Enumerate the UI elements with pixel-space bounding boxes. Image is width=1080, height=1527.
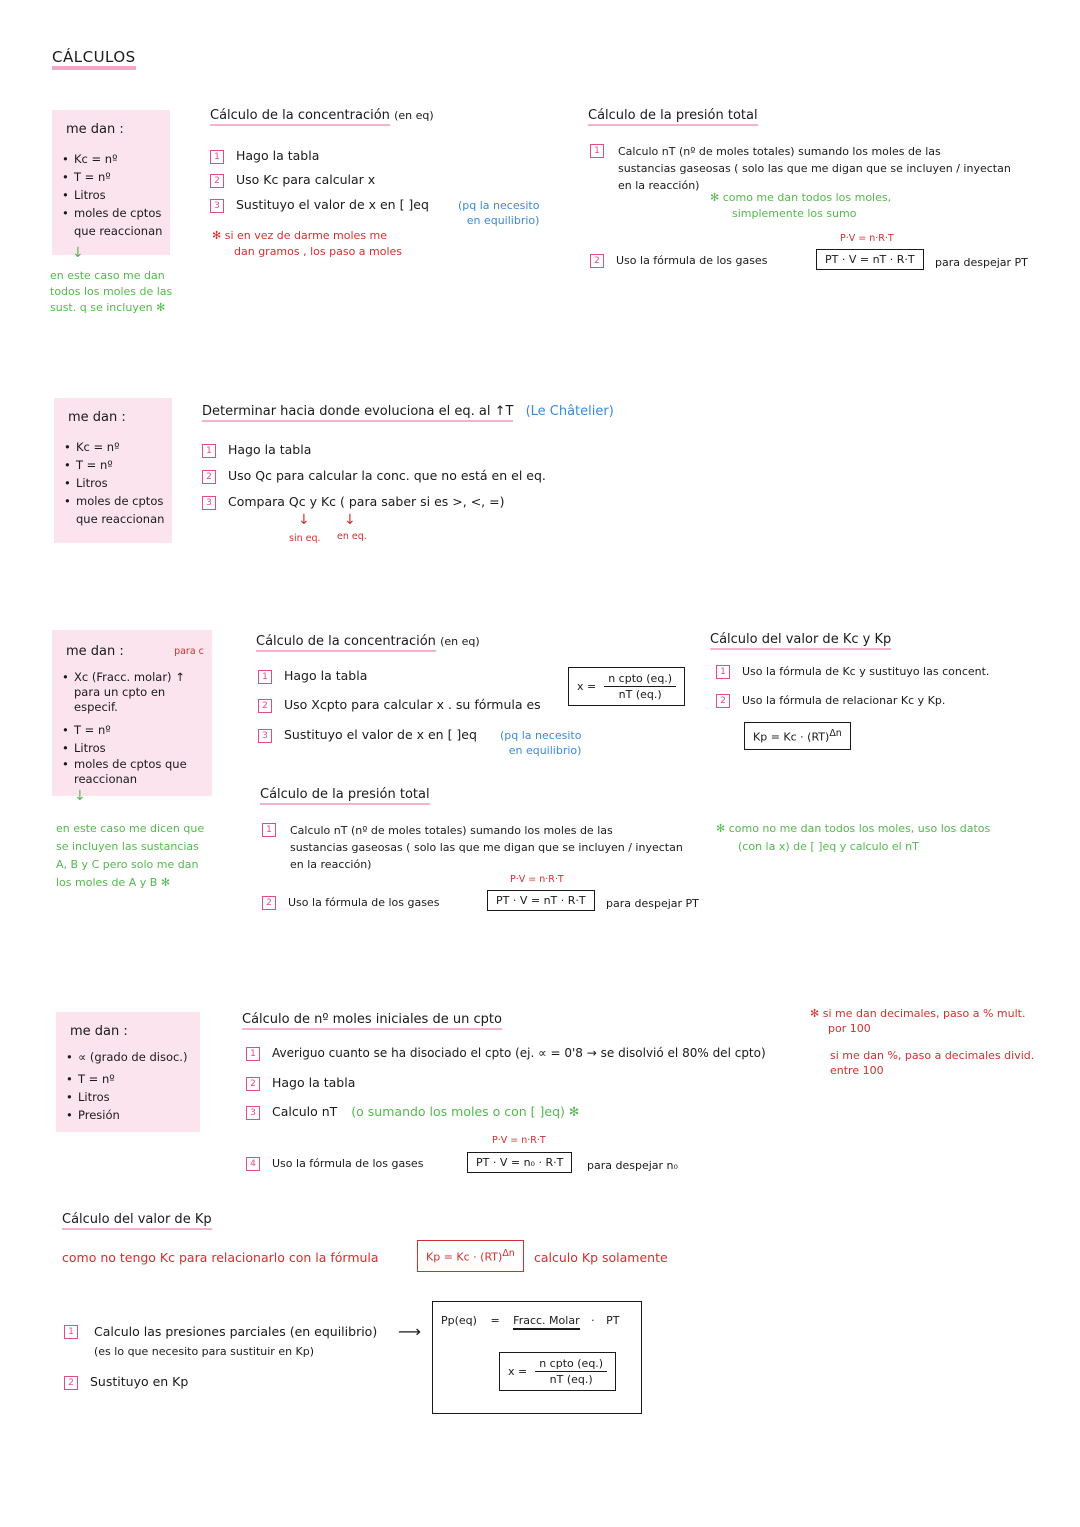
given-list	[66, 1048, 206, 1124]
arrow-down-icon: ↓	[74, 788, 86, 804]
title-text: Cálculo de la concentración	[210, 108, 390, 126]
step-number: 2	[258, 699, 272, 713]
step-text: Sustituyo en Kp	[90, 1374, 189, 1389]
pp-rhs: PT	[606, 1314, 620, 1327]
step-end: para despejar n₀	[587, 1159, 678, 1172]
frac-numerator: n cpto (eq.)	[535, 1357, 607, 1372]
note-line: (pq la necesito	[500, 729, 582, 742]
step-number: 3	[246, 1106, 260, 1120]
step-text: sustancias gaseosas ( solo las que me digan que se incluyen / inyectan	[618, 162, 1011, 175]
frac-numerator: n cpto (eq.)	[604, 672, 676, 687]
step	[246, 1046, 766, 1061]
given-list	[64, 438, 174, 528]
step-number: 3	[258, 729, 272, 743]
step-number: 2	[64, 1376, 78, 1390]
arrow-down-icon: ↓	[344, 512, 356, 528]
given-item: • Kc = nº	[64, 438, 174, 456]
step	[590, 254, 767, 268]
step-number: 2	[202, 470, 216, 484]
formula-exponent: Δn	[502, 1248, 515, 1259]
title-suffix: (en eq)	[394, 109, 434, 122]
given-item: • Litros	[66, 1088, 206, 1106]
step-text: Compara Qc y Kc ( para saber si es >, <, =)	[228, 494, 505, 509]
given-item: • T = nº	[66, 1070, 206, 1088]
given-box-4	[56, 1012, 200, 1132]
given-item: • Presión	[66, 1106, 206, 1124]
step-text: Uso la fórmula de los gases	[616, 254, 768, 267]
green-note	[710, 190, 891, 222]
note-line: en este caso me dan	[50, 269, 165, 282]
given-item: • T = nº	[62, 168, 172, 186]
frac-denominator: nT (eq.)	[618, 688, 662, 701]
step-end: para despejar PT	[606, 897, 699, 910]
step-text: Hago la tabla	[236, 148, 320, 163]
pp-formula	[441, 1314, 619, 1327]
given-list	[62, 670, 212, 787]
formula-box: PT · V = n₀ · R·T	[467, 1152, 572, 1173]
section-title	[202, 404, 614, 419]
note-line: dan gramos , los paso a moles	[234, 245, 403, 258]
given-list	[62, 150, 172, 240]
note-line: en este caso me dicen que	[56, 822, 205, 835]
given-item: • moles de cptos que reaccionan	[62, 204, 172, 240]
section-title	[710, 632, 891, 647]
title-suffix: (en eq)	[440, 635, 480, 648]
step	[210, 197, 429, 213]
given-box-3	[52, 630, 212, 796]
note-line: todos los moles de las	[50, 285, 173, 298]
step-number: 2	[210, 174, 224, 188]
step-text: Averiguo cuanto se ha disociado el cpto (ej. ∝ = 0'8 → se disolvió el 80% del cpto)	[272, 1046, 766, 1060]
step-text: Calculo nT (nº de moles totales) sumando los moles de las	[618, 145, 941, 158]
kp-formula-box	[744, 722, 851, 750]
step-number: 2	[590, 254, 604, 268]
qc-label: sin eq.	[289, 533, 321, 544]
given-para: para c	[174, 646, 204, 657]
section-title	[256, 634, 480, 649]
step	[210, 148, 319, 164]
step-number: 1	[64, 1325, 78, 1339]
partial-pressure-box	[432, 1301, 642, 1414]
pp-eq: =	[490, 1314, 500, 1327]
note-line: ✻ si en vez de darme moles me	[212, 229, 388, 242]
given-note	[56, 820, 204, 892]
step-number: 4	[246, 1157, 260, 1171]
given-item: • Litros	[62, 739, 212, 757]
given-header: me dan :	[68, 410, 126, 425]
pp-mid: Fracc. Molar	[513, 1314, 579, 1330]
red-note	[830, 1048, 1034, 1078]
given-item: • T = nº	[64, 456, 174, 474]
step	[262, 896, 439, 910]
line-text: como no tengo Kc para relacionarlo con la fórmula	[62, 1250, 379, 1265]
fraction-box	[568, 667, 685, 706]
note-line: los moles de A y B ✻	[56, 876, 171, 889]
note-line: en equilibrio)	[508, 744, 582, 757]
step-text: Sustituyo el valor de x en [ ]eq	[284, 727, 477, 742]
step-text: Hago la tabla	[228, 442, 312, 457]
step	[590, 143, 1011, 194]
formula-box: PT · V = nT · R·T	[487, 890, 595, 911]
step-text: Uso Kc para calcular x	[236, 172, 376, 187]
given-note	[50, 268, 172, 316]
formula-hint: P·V = n·R·T	[510, 874, 564, 885]
step	[258, 668, 367, 684]
given-header: me dan :	[70, 1024, 128, 1039]
given-item: • ∝ (grado de disoc.)	[66, 1048, 206, 1066]
inner-fraction-box	[499, 1352, 616, 1391]
given-header: me dan :	[66, 644, 124, 659]
note-line: simplemente los sumo	[732, 207, 857, 220]
step-text: en la reacción)	[618, 179, 700, 192]
given-item: • Litros	[64, 474, 174, 492]
step-number: 1	[258, 670, 272, 684]
step	[258, 697, 541, 713]
step-text: Uso la fórmula de los gases	[288, 896, 440, 909]
green-note	[716, 820, 990, 856]
step	[246, 1157, 423, 1171]
title-text: Cálculo de la concentración	[256, 634, 436, 652]
note-line: A, B y C pero solo me dan	[56, 858, 199, 871]
arrow-down-icon: ↓	[298, 512, 310, 528]
step-note: (o sumando los moles o con [ ]eq) ✻	[351, 1104, 580, 1119]
step-text: Uso la fórmula de relacionar Kc y Kp.	[742, 694, 946, 707]
formula-exponent: Δn	[829, 728, 842, 739]
kp-line	[62, 1250, 379, 1265]
given-item: • Xc (Fracc. molar) ↑ para un cpto en especif.	[62, 670, 212, 715]
step-text: Calculo nT (nº de moles totales) sumando los moles de las	[290, 824, 613, 837]
step-number: 1	[716, 665, 730, 679]
page-title: CÁLCULOS	[52, 48, 136, 70]
step	[210, 172, 375, 188]
note-line: (con la x) de [ ]eq y calculo el nT	[738, 840, 919, 853]
step-number: 1	[590, 144, 604, 158]
title-text: Cálculo del valor de Kc y Kp	[710, 632, 891, 650]
step-end: para despejar PT	[935, 256, 1028, 269]
step-number: 2	[262, 896, 276, 910]
formula-text: Kp = Kc · (RT)	[426, 1250, 503, 1264]
given-box-2	[54, 398, 172, 543]
step-text: Uso la fórmula de los gases	[272, 1157, 424, 1170]
step-number: 2	[246, 1077, 260, 1091]
step	[202, 468, 546, 484]
note-line: (pq la necesito	[458, 199, 540, 212]
section-title	[588, 108, 758, 123]
note-line: ✻ si me dan decimales, paso a % mult.	[810, 1007, 1026, 1020]
kc-label: en eq.	[337, 531, 367, 542]
blue-note	[458, 198, 539, 228]
step	[716, 665, 989, 679]
frac-lhs: x =	[577, 680, 597, 693]
step	[202, 442, 311, 458]
given-item: • moles de cptos que reaccionan	[64, 492, 174, 528]
step	[246, 1075, 355, 1091]
given-item: • Kc = nº	[62, 150, 172, 168]
kp-formula-box	[417, 1240, 524, 1272]
title-text: Cálculo de la presión total	[260, 787, 430, 805]
section-title	[260, 787, 430, 802]
step-number: 1	[210, 150, 224, 164]
note-line: si me dan %, paso a decimales divid.	[830, 1049, 1035, 1062]
step	[202, 494, 504, 510]
formula-hint: P·V = n·R·T	[492, 1135, 546, 1146]
step-text: Uso Xcpto para calcular x . su fórmula es	[284, 697, 541, 712]
step-text: en la reacción)	[290, 858, 372, 871]
step-number: 3	[210, 199, 224, 213]
note-line: ✻ como no me dan todos los moles, uso los datos	[716, 822, 991, 835]
formula-hint: P·V = n·R·T	[840, 233, 894, 244]
given-item: • T = nº	[62, 721, 212, 739]
step	[262, 822, 683, 873]
formula-text: Kp = Kc · (RT)	[753, 730, 830, 744]
arrow-right-icon: ⟶	[398, 1322, 421, 1341]
red-note	[810, 1006, 1025, 1036]
step	[246, 1104, 579, 1120]
step-text: Calculo las presiones parciales (en equilibrio)	[94, 1324, 378, 1339]
arrow-down-icon: ↓	[72, 245, 84, 261]
step-number: 2	[716, 694, 730, 708]
step	[258, 727, 477, 743]
step-text: Hago la tabla	[272, 1075, 356, 1090]
blue-note	[500, 728, 581, 758]
given-box-1	[52, 110, 170, 255]
section-title	[210, 108, 434, 123]
note-line: por 100	[828, 1022, 871, 1035]
step-number: 3	[202, 496, 216, 510]
step-number: 1	[202, 444, 216, 458]
fraction	[604, 672, 676, 701]
pp-op: ·	[591, 1314, 595, 1327]
step	[64, 1374, 188, 1390]
step-number: 1	[246, 1047, 260, 1061]
step-text: Hago la tabla	[284, 668, 368, 683]
step-text: (es lo que necesito para sustituir en Kp)	[94, 1345, 315, 1358]
note-line: se incluyen las sustancias	[56, 840, 199, 853]
title-text: Determinar hacia donde evoluciona el eq. al ↑T	[202, 404, 513, 422]
pp-lhs: Pp(eq)	[441, 1314, 477, 1327]
title-text: Cálculo del valor de Kp	[62, 1212, 212, 1230]
kp-line-end: calculo Kp solamente	[534, 1250, 668, 1265]
given-header: me dan :	[66, 122, 124, 137]
step-number: 1	[262, 823, 276, 837]
fraction	[535, 1357, 607, 1386]
frac-lhs: x =	[508, 1365, 528, 1378]
frac-denominator: nT (eq.)	[549, 1373, 593, 1386]
given-item: • Litros	[62, 186, 172, 204]
step-text: Calculo nT	[272, 1104, 338, 1119]
step-text: Uso Qc para calcular la conc. que no está en el eq.	[228, 468, 546, 483]
note-line: en equilibrio)	[466, 214, 540, 227]
step	[64, 1322, 377, 1362]
step-text: Sustituyo el valor de x en [ ]eq	[236, 197, 429, 212]
title-note: (Le Châtelier)	[525, 404, 614, 419]
note-line: entre 100	[830, 1064, 884, 1077]
formula-box: PT · V = nT · R·T	[816, 249, 924, 270]
note-line: ✻ como me dan todos los moles,	[710, 191, 892, 204]
given-item: • moles de cptos que reaccionan	[62, 757, 212, 787]
step-text: sustancias gaseosas ( solo las que me digan que se incluyen / inyectan	[290, 841, 683, 854]
red-note	[212, 228, 402, 260]
step	[716, 694, 945, 708]
title-text: Cálculo de nº moles iniciales de un cpto	[242, 1012, 502, 1030]
section-title	[62, 1212, 212, 1227]
step-text: Uso la fórmula de Kc y sustituyo las concent.	[742, 665, 990, 678]
section-title	[242, 1012, 502, 1027]
note-line: sust. q se incluyen ✻	[50, 301, 166, 314]
title-text: Cálculo de la presión total	[588, 108, 758, 126]
